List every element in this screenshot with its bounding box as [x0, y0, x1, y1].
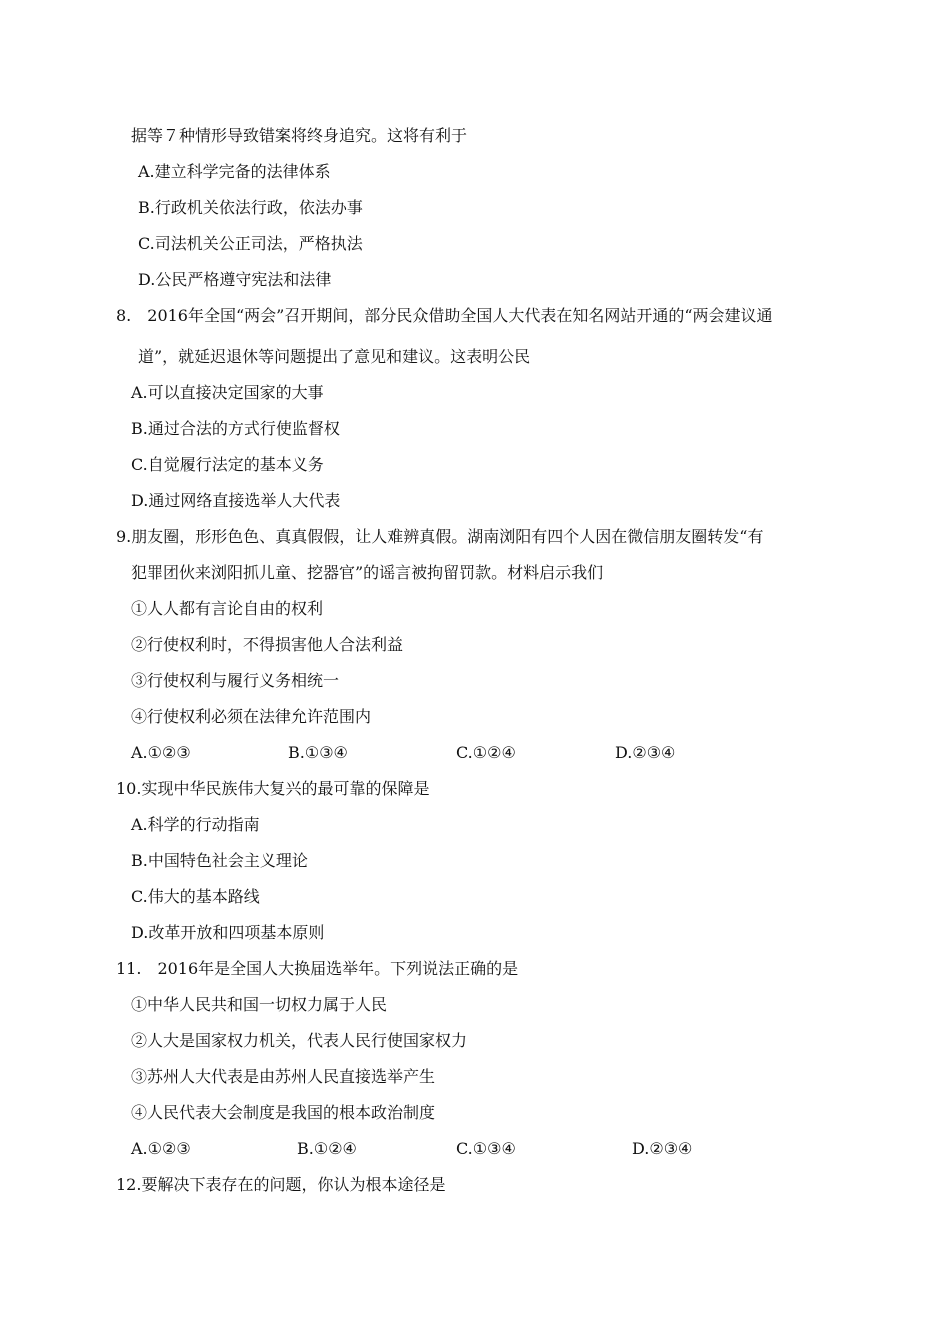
q10-stem: 10.实现中华民族伟大复兴的最可靠的保障是: [116, 779, 430, 798]
q8-stem-line1: 8. 2016年全国“两会”召开期间，部分民众借助全国人大代表在知名网站开通的“两会建议通: [116, 306, 773, 325]
q8-option-b: B.通过合法的方式行使监督权: [131, 419, 340, 438]
q9-choice-d: D.②③④: [615, 743, 676, 762]
q9-statement-1: ①人人都有言论自由的权利: [131, 599, 324, 618]
q9-choice-row: [0, 743, 950, 763]
q9-stem-line2: 犯罪团伙来浏阳抓儿童、挖器官”的谣言被拘留罚款。材料启示我们: [131, 563, 604, 582]
q10-option-c: C.伟大的基本路线: [131, 887, 260, 906]
q9-stem-line1: 9.朋友圈，形形色色、真真假假，让人难辨真假。湖南浏阳有四个人因在微信朋友圈转发“有: [116, 527, 764, 546]
q10-option-a: A.科学的行动指南: [131, 815, 260, 834]
q8-option-d: D.通过网络直接选举人大代表: [131, 491, 341, 510]
q12-stem: 12.要解决下表存在的问题，你认为根本途径是: [116, 1175, 446, 1194]
q11-statement-1: ①中华人民共和国一切权力属于人民: [131, 995, 388, 1014]
q11-statement-2: ②人大是国家权力机关，代表人民行使国家权力: [131, 1031, 468, 1050]
q9-choice-c: C.①②④: [456, 743, 516, 762]
q11-choice-d: D.②③④: [632, 1139, 693, 1158]
q7-option-c: C.司法机关公正司法，严格执法: [138, 234, 363, 253]
q9-statement-3: ③行使权利与履行义务相统一: [131, 671, 340, 690]
q11-stem: 11. 2016年是全国人大换届选举年。下列说法正确的是: [116, 959, 519, 978]
q9-statement-2: ②行使权利时，不得损害他人合法利益: [131, 635, 404, 654]
q10-option-b: B.中国特色社会主义理论: [131, 851, 308, 870]
q7-option-a: A.建立科学完备的法律体系: [138, 162, 331, 181]
q8-option-a: A.可以直接决定国家的大事: [131, 383, 324, 402]
q7-option-d: D.公民严格遵守宪法和法律: [138, 270, 332, 289]
q11-choice-b: B.①②④: [297, 1139, 357, 1158]
q9-statement-4: ④行使权利必须在法律允许范围内: [131, 707, 372, 726]
q8-stem-line2: 道”，就延迟退休等问题提出了意见和建议。这表明公民: [138, 347, 531, 366]
q8-option-c: C.自觉履行法定的基本义务: [131, 455, 324, 474]
q11-choice-c: C.①③④: [456, 1139, 516, 1158]
q11-statement-4: ④人民代表大会制度是我国的根本政治制度: [131, 1103, 436, 1122]
q7-option-b: B.行政机关依法行政，依法办事: [138, 198, 363, 217]
q11-choice-a: A.①②③: [131, 1139, 191, 1158]
q9-choice-a: A.①②③: [131, 743, 191, 762]
q9-choice-b: B.①③④: [288, 743, 348, 762]
q11-statement-3: ③苏州人大代表是由苏州人民直接选举产生: [131, 1067, 436, 1086]
q11-choice-row: [0, 1139, 950, 1159]
q10-option-d: D.改革开放和四项基本原则: [131, 923, 325, 942]
q7-stem-continuation: 据等７种情形导致错案将终身追究。这将有利于: [131, 126, 468, 145]
